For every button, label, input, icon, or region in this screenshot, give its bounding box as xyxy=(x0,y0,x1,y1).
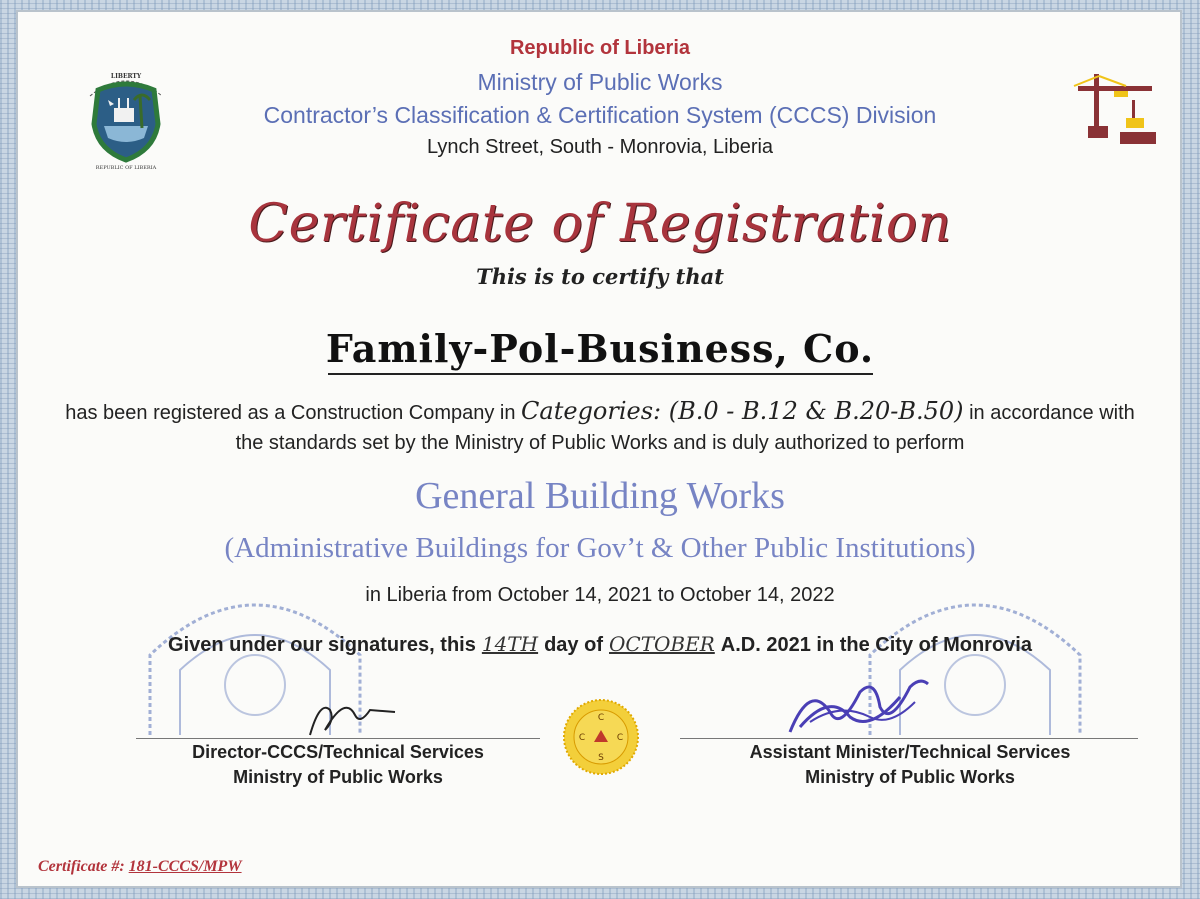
registration-line xyxy=(0,397,1200,425)
minister-title: Assistant Minister/Technical Services xyxy=(749,742,1071,762)
header-ministry: Ministry of Public Works xyxy=(477,69,723,95)
director-title: Director-CCCS/Technical Services xyxy=(192,742,484,762)
works-scope: (Administrative Buildings for Gov’t & Other Public Institutions) xyxy=(224,532,976,564)
seal-bottom-text: REPUBLIC OF LIBERIA xyxy=(95,165,157,171)
registration-prefix: has been registered as a Construction Company in xyxy=(65,402,516,424)
registration-categories: Categories: (B.0 - B.12 & B.20-B.50) xyxy=(521,397,964,425)
director-org: Ministry of Public Works xyxy=(233,767,443,787)
header-address: Lynch Street, South - Monrovia, Liberia xyxy=(426,136,774,158)
given-line xyxy=(0,632,1200,657)
registration-suffix: in accordance with xyxy=(969,402,1135,424)
seal-letter-left: C xyxy=(578,733,586,743)
given-prefix: Given under our signatures, this xyxy=(168,634,476,656)
signature-line-left xyxy=(136,738,540,739)
certify-text: This is to certify that xyxy=(476,264,724,289)
seal-top-text: LIBERTY xyxy=(110,73,142,80)
validity-dates: in Liberia from October 14, 2021 to October 14, 2022 xyxy=(365,584,835,606)
works-type: General Building Works xyxy=(415,475,785,517)
cccs-gold-seal xyxy=(562,698,640,776)
header-division: Contractor’s Classification & Certification System (CCCS) Division xyxy=(263,102,937,128)
seal-letter-right: C xyxy=(616,733,624,743)
header-republic: Republic of Liberia xyxy=(509,37,691,59)
standards-line: the standards set by the Ministry of Public Works and is duly authorized to perform xyxy=(235,432,965,454)
director-signature xyxy=(300,690,420,740)
given-middle: day of xyxy=(544,634,603,656)
certificate-number-label: Certificate #: xyxy=(38,858,125,875)
given-month: OCTOBER xyxy=(609,632,715,656)
certificate-number xyxy=(38,858,242,876)
certificate-title: Certificate of Registration xyxy=(248,194,952,254)
given-suffix: A.D. 2021 in the City of Monrovia xyxy=(720,634,1032,656)
seal-letter-bottom: S xyxy=(598,753,604,763)
certificate-number-value: 181-CCCS/MPW xyxy=(128,858,242,875)
company-underline xyxy=(328,373,873,375)
minister-signature xyxy=(780,672,940,742)
minister-org: Ministry of Public Works xyxy=(805,767,1015,787)
company-name: Family-Pol-Business, Co. xyxy=(325,326,875,371)
seal-letter-top: C xyxy=(597,713,605,723)
signature-line-right xyxy=(680,738,1138,739)
given-day: 14TH xyxy=(481,632,539,656)
